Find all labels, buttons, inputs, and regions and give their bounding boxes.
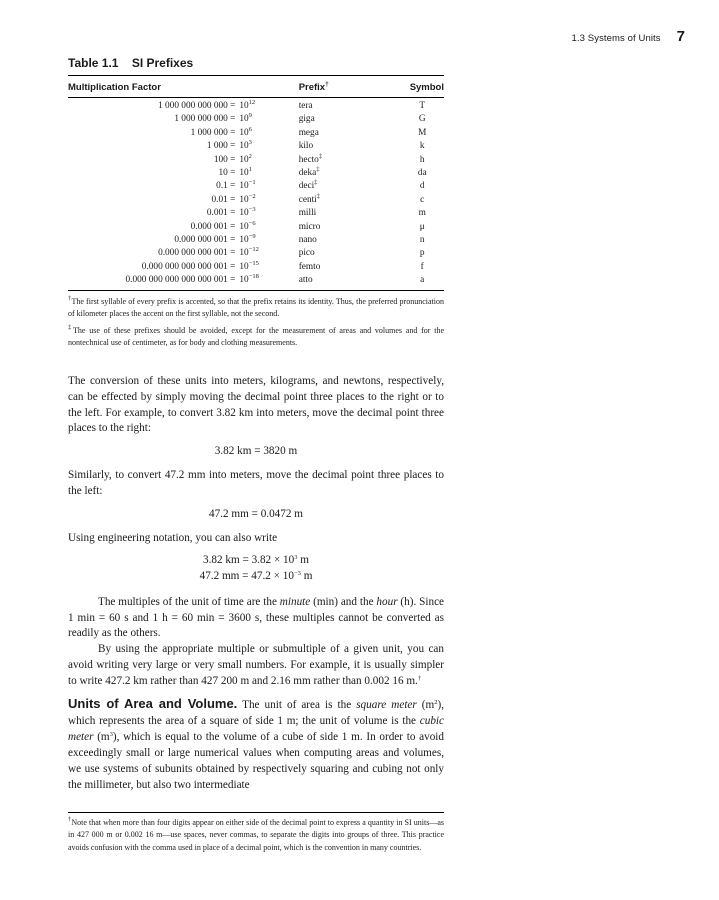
multiplication-factor: 10 = bbox=[218, 168, 236, 179]
equation-mm-engineering: 47.2 mm = $47.2 \times 10^{-3}$ m bbox=[199, 569, 313, 582]
multiplication-factor: 100 = bbox=[213, 154, 236, 165]
prefix-name: mega bbox=[298, 127, 319, 138]
table-row bbox=[68, 234, 444, 247]
table-row bbox=[68, 221, 444, 234]
prefix-symbol: da bbox=[417, 168, 427, 179]
prefix-name: pico bbox=[298, 248, 315, 259]
paragraph-mm-conversion: Similarly, to convert 47.2 mm into meters, move the decimal point three places to the left: bbox=[68, 469, 444, 498]
prefix-symbol: μ bbox=[419, 221, 425, 232]
prefix-symbol: k bbox=[419, 141, 425, 152]
prefix-name: milli bbox=[298, 208, 317, 219]
prefix-name: micro bbox=[298, 221, 321, 232]
prefix-symbol: f bbox=[420, 261, 424, 272]
multiplication-factor: 1 000 = bbox=[206, 141, 236, 152]
table-number: Table 1.1 bbox=[68, 56, 119, 70]
table-row bbox=[68, 194, 444, 207]
table-title bbox=[68, 56, 444, 76]
page-header bbox=[572, 28, 685, 45]
multiplication-factor: 0.01 = bbox=[211, 194, 236, 205]
table-caption: SI Prefixes bbox=[131, 56, 194, 70]
prefix-name: deka‡ bbox=[298, 166, 320, 179]
multiplication-factor: 0.1 = bbox=[216, 181, 236, 192]
equation-mm-to-m: 47.2 mm = 0.0472 m bbox=[209, 508, 303, 521]
column-header-symbol: Symbol bbox=[400, 79, 444, 98]
prefix-name: deci‡ bbox=[298, 179, 318, 192]
prefix-name: atto bbox=[296, 274, 401, 290]
table-row bbox=[68, 207, 444, 220]
paragraph-time-units: The multiples of the unit of time are the minute (min) and the hour (h). Since 1 min = 60 s and 1 h = 60 min = 3600 s, these multiples cannot be converted as readily as the others. bbox=[68, 595, 445, 640]
multiplication-factor: 0.001 = bbox=[206, 208, 236, 219]
table-row bbox=[68, 113, 444, 126]
table-row bbox=[68, 180, 444, 193]
column-header-factor: Multiplication Factor bbox=[68, 79, 296, 98]
paragraph-engineering-notation: Using engineering notation, you can also write bbox=[68, 531, 278, 544]
column-header-prefix: Prefix† bbox=[296, 79, 401, 98]
table-row bbox=[68, 140, 444, 153]
page-content bbox=[68, 56, 444, 854]
prefix-symbol: n bbox=[419, 235, 425, 246]
prefix-symbol: G bbox=[418, 114, 426, 125]
equation-km-to-m: 3.82 km = 3820 m bbox=[214, 445, 298, 458]
prefix-symbol: a bbox=[400, 274, 444, 290]
multiplication-factor: 0.000 000 000 000 000 001 = bbox=[68, 274, 235, 290]
prefix-symbol: T bbox=[419, 101, 426, 111]
paragraph-conversion: The conversion of these units into meters, kilograms, and newtons, respectively, can be effected by simply moving the decimal point three places to the right or to the left. For example, to convert 3.82 km into meters, move the decimal point three places to the right: bbox=[68, 374, 444, 435]
prefix-name: femto bbox=[298, 261, 321, 272]
power-of-ten: $10^{-18}$ bbox=[235, 274, 295, 290]
section-area-volume: Units of Area and Volume. The unit of area is the square meter $(m^2)$, which represents the area of a square of side 1 m; the unit of volume is the cubic meter $(m^3)$, which is equal to the volume of a cube of side 1 m. In order to avoid exceedingly small or large numerical values when computing areas and volumes, we use systems of subunits obtained by respectively squaring and cubing not only the millimeter, but also two intermediate bbox=[68, 696, 444, 791]
multiplication-factor: 0.000 000 000 001 = bbox=[158, 248, 236, 259]
page-number: 7 bbox=[676, 28, 685, 45]
prefix-name: kilo bbox=[298, 141, 314, 152]
table-row bbox=[68, 98, 444, 114]
prefix-symbol: c bbox=[420, 194, 425, 205]
multiplication-factor: 0.000 001 = bbox=[190, 221, 236, 232]
power-of-ten: $10^{-9}$ bbox=[239, 233, 256, 246]
power-of-ten: $10^9$ bbox=[239, 112, 252, 125]
section-heading: Units of Area and Volume. bbox=[68, 696, 238, 712]
power-of-ten: $10^6$ bbox=[239, 125, 252, 138]
table-footnote-ddagger: ‡The use of these prefixes should be avoided, except for the measurement of areas and volumes and for the nontechnical use of centimeter, as for body and clothing measurements. bbox=[68, 323, 444, 348]
multiplication-factor: 1 000 000 000 000 = bbox=[158, 101, 236, 111]
prefix-symbol: h bbox=[419, 154, 425, 165]
power-of-ten: $10^3$ bbox=[239, 139, 252, 152]
power-of-ten: $10^{12}$ bbox=[239, 99, 256, 111]
power-of-ten: $10^{-3}$ bbox=[239, 206, 256, 219]
multiplication-factor: 1 000 000 000 = bbox=[174, 114, 236, 125]
table-row bbox=[68, 261, 444, 274]
prefix-name: hecto‡ bbox=[298, 152, 323, 165]
power-of-ten: $10^2$ bbox=[239, 152, 252, 165]
table-footnotes bbox=[68, 296, 444, 350]
prefix-symbol: d bbox=[419, 181, 425, 192]
si-prefix-table bbox=[68, 79, 444, 291]
table-footnote-dagger: †The first syllable of every prefix is accented, so that the prefix retains its identity. Thus, the preferred pronunciation of kilometer places the accent on the first syllable, not the second. bbox=[68, 294, 444, 319]
power-of-ten: $10^1$ bbox=[239, 166, 252, 179]
table-row bbox=[68, 167, 444, 180]
table-row bbox=[68, 247, 444, 260]
footnote-rule bbox=[68, 812, 444, 813]
paragraph-multiples: By using the appropriate multiple or submultiple of a given unit, you can avoid writing very large or very small numbers. For example, it is usually simpler to write 427.2 km rather than 427 200 m and 2.16 mm rather than 0.002 16 m.† bbox=[68, 643, 444, 688]
prefix-symbol: m bbox=[418, 208, 426, 219]
prefix-symbol: M bbox=[418, 127, 427, 138]
prefix-name: centi‡ bbox=[298, 192, 321, 205]
table-row bbox=[68, 127, 444, 140]
multiplication-factor: 0.000 000 000 000 001 = bbox=[141, 261, 236, 272]
table-row bbox=[68, 154, 444, 167]
power-of-ten: $10^{-2}$ bbox=[239, 192, 256, 205]
running-head: 1.3 Systems of Units bbox=[571, 33, 661, 44]
prefix-name: giga bbox=[298, 114, 315, 125]
power-of-ten: $10^{-12}$ bbox=[239, 246, 259, 259]
prefix-name: nano bbox=[298, 235, 317, 246]
prefix-symbol: p bbox=[419, 248, 425, 259]
power-of-ten: $10^{-1}$ bbox=[239, 179, 256, 192]
table-row bbox=[68, 274, 444, 290]
power-of-ten: $10^{-15}$ bbox=[239, 259, 259, 272]
prefix-name: tera bbox=[298, 101, 313, 111]
page-footnote: †Note that when more than four digits appear on either side of the decimal point to express a quantity in SI units—as in 427 000 m or 0.002 16 m—use spaces, never commas, to separate the digits into groups of three. This practice avoids confusion with the comma used in place of a decimal point, which is the convention in many countries. bbox=[68, 812, 444, 855]
power-of-ten: $10^{-6}$ bbox=[239, 219, 256, 232]
multiplication-factor: 1 000 000 = bbox=[190, 127, 236, 138]
multiplication-factor: 0.000 000 001 = bbox=[174, 235, 236, 246]
equation-km-engineering: 3.82 km = $3.82 \times 10^3$ m bbox=[203, 553, 309, 566]
